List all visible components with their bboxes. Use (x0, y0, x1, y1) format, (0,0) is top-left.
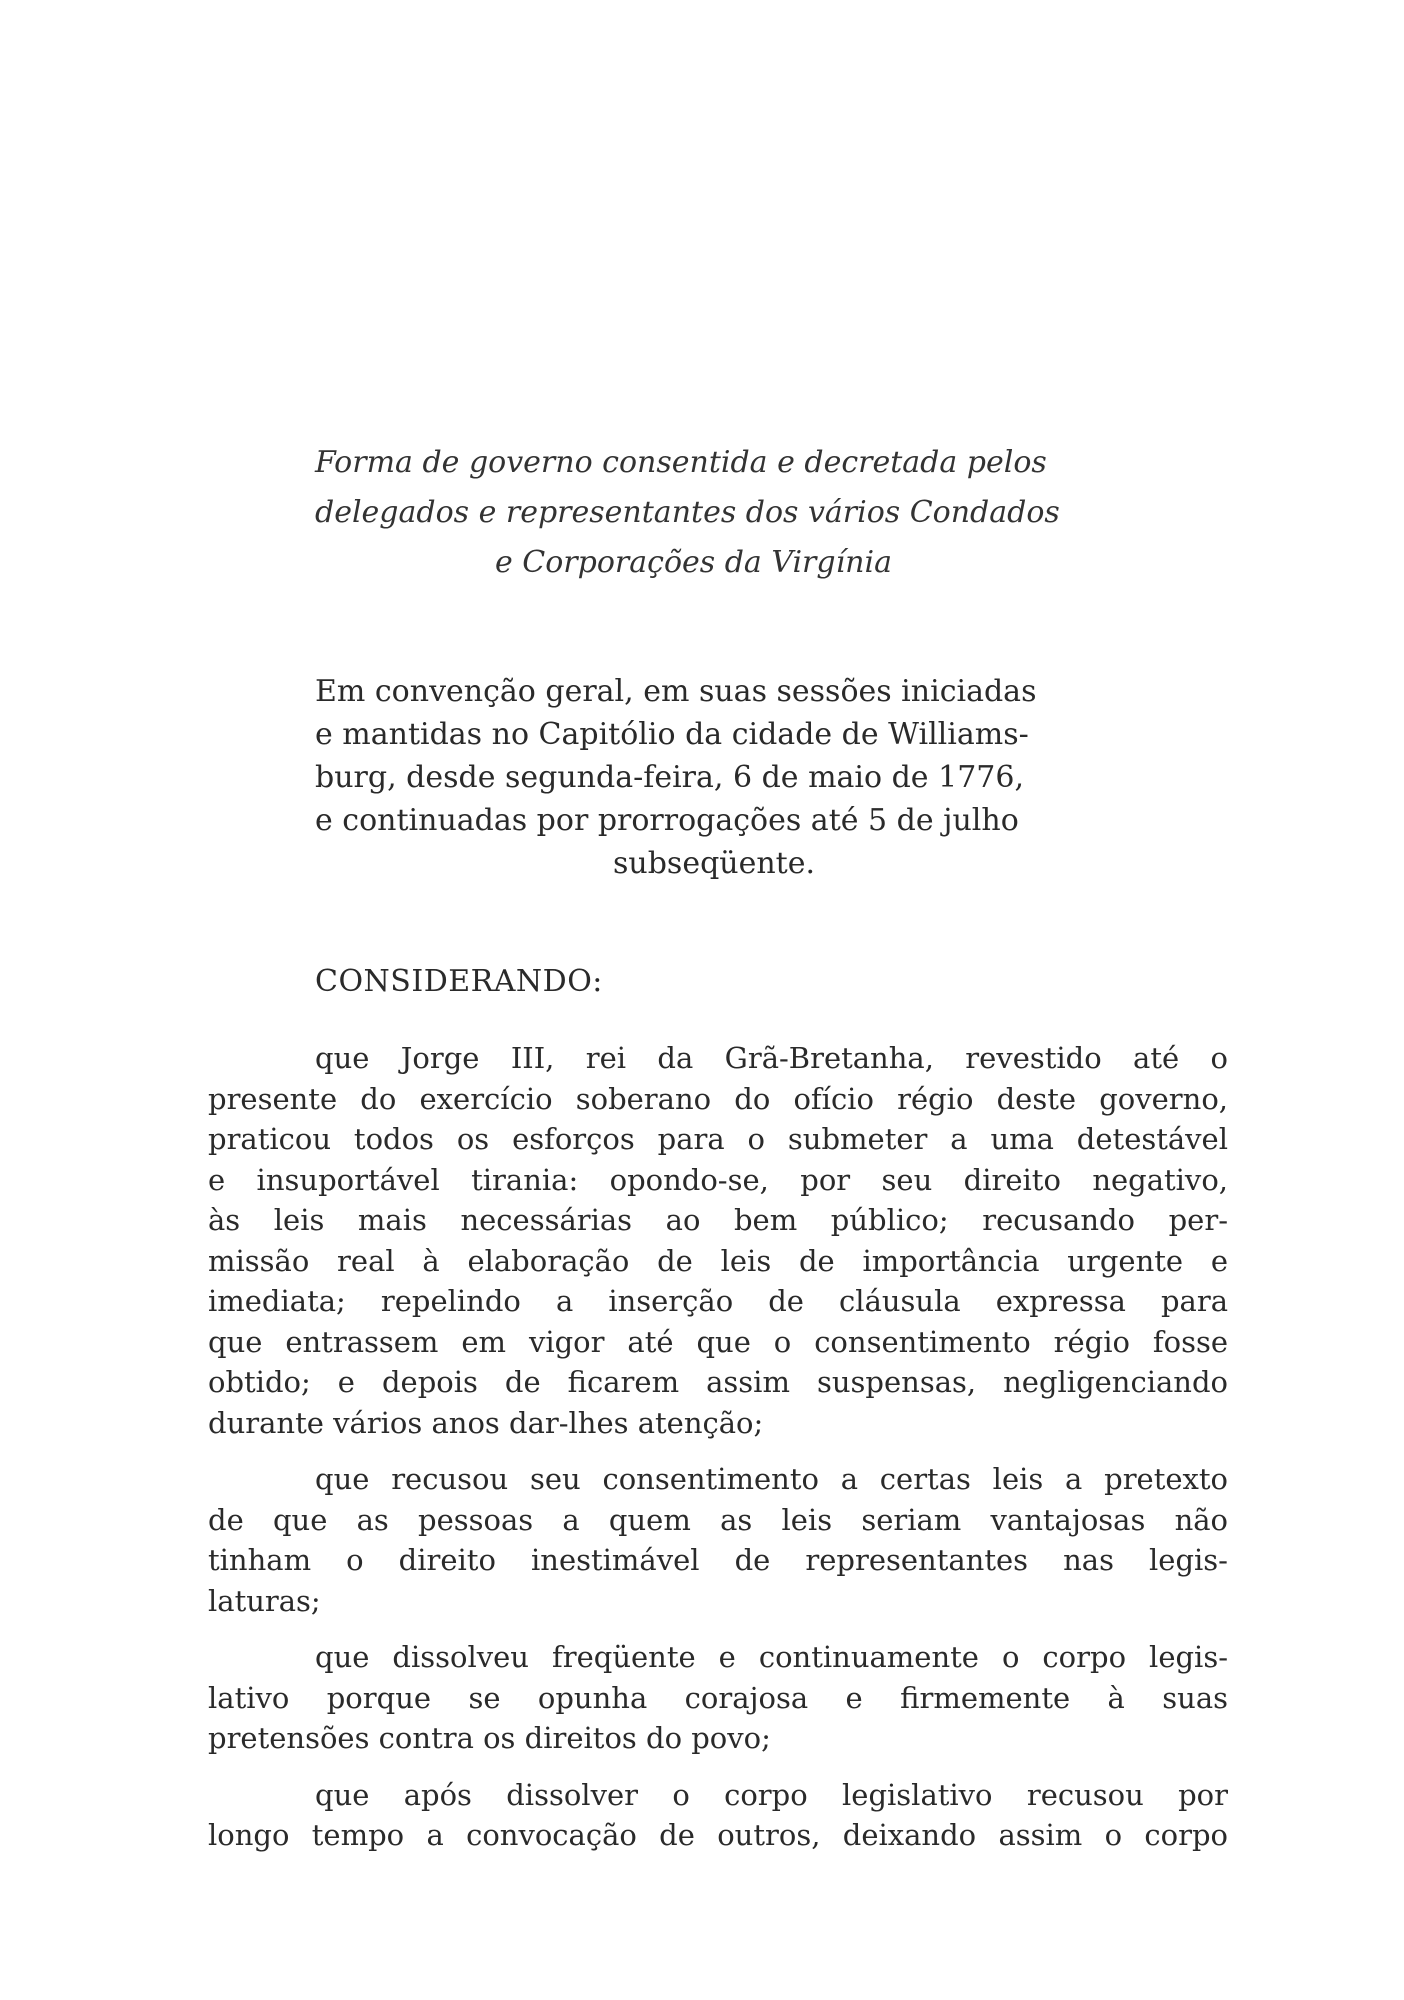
body-line: às leis mais necessárias ao bem público; recusando per- (208, 1203, 1228, 1237)
body-line: que Jorge III, rei da Grã-Bretanha, revestido até o (315, 1041, 1228, 1075)
body-line: de que as pessoas a quem as leis seriam vantajosas não (208, 1502, 1228, 1537)
body-line: pretensões contra os direitos do povo; (208, 1721, 771, 1755)
paragraph (208, 1038, 1228, 1443)
paragraph (208, 1459, 1228, 1621)
title-line: Forma de governo consentida e decretada pelos (315, 445, 1047, 480)
body-line: obtido; e depois de ficarem assim suspensas, negligenciando (208, 1365, 1228, 1399)
preamble-line: subseqüente. (613, 846, 816, 881)
body-text (208, 1038, 1228, 1872)
title-line: delegados e representantes dos vários Condados (315, 495, 1060, 530)
body-line: que após dissolver o corpo legislativo recusou por (315, 1777, 1228, 1812)
title-line: e Corporações da Virgínia (495, 545, 892, 580)
body-line: imediata; repelindo a inserção de cláusula expressa para (208, 1284, 1228, 1318)
body-line: tinham o direito inestimável de representantes nas legis- (208, 1543, 1228, 1577)
preamble-line: e mantidas no Capitólio da cidade de Williams- (315, 717, 1029, 752)
document-title (315, 438, 1135, 588)
paragraph (208, 1775, 1228, 1856)
body-line: e insuportável tirania: opondo-se, por seu direito negativo, (208, 1162, 1228, 1197)
considerando-heading: CONSIDERANDO: (315, 964, 603, 999)
preamble-line: e continuadas por prorrogações até 5 de julho (315, 803, 1019, 838)
body-line: missão real à elaboração de leis de importância urgente e (208, 1243, 1228, 1278)
body-line: lativo porque se opunha corajosa e firmemente à suas (208, 1680, 1228, 1715)
paragraph (208, 1637, 1228, 1759)
body-line: que entrassem em vigor até que o consentimento régio fosse (208, 1324, 1228, 1359)
body-line: praticou todos os esforços para o submeter a uma detestável (208, 1122, 1228, 1156)
body-line: durante vários anos dar-lhes atenção; (208, 1405, 764, 1440)
body-line: presente do exercício soberano do ofício régio deste governo, (208, 1081, 1228, 1116)
body-line: que dissolveu freqüente e continuamente o corpo legis- (315, 1640, 1228, 1674)
body-line: longo tempo a convocação de outros, deixando assim o corpo (208, 1818, 1228, 1852)
preamble-line: Em convenção geral, em suas sessões iniciadas (315, 674, 1037, 709)
preamble (315, 670, 1130, 885)
preamble-line: burg, desde segunda-feira, 6 de maio de 1776, (315, 760, 1024, 795)
body-line: que recusou seu consentimento a certas leis a pretexto (315, 1462, 1228, 1496)
body-line: laturas; (208, 1583, 321, 1618)
